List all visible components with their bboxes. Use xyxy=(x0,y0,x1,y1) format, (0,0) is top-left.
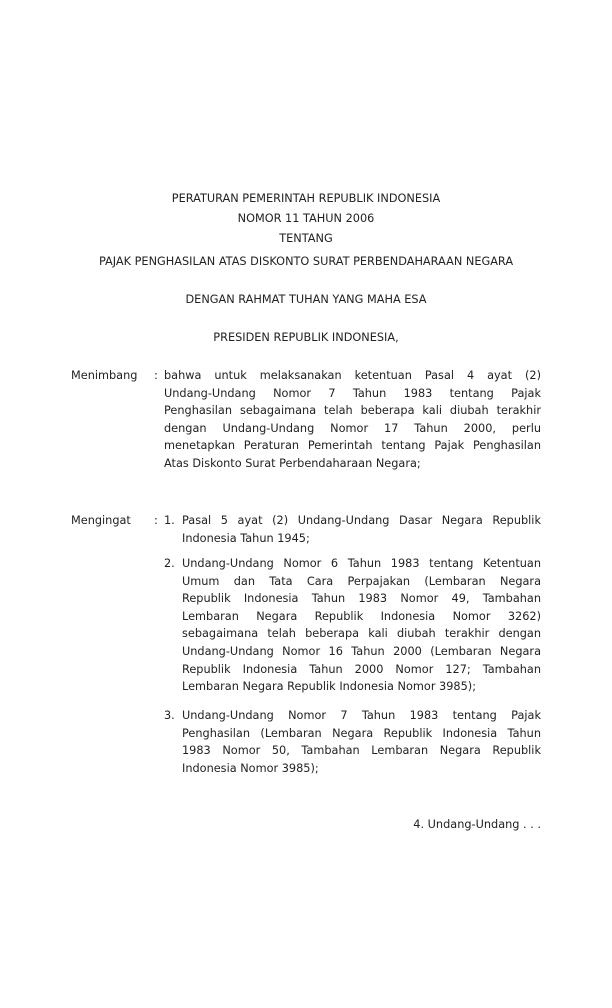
text-line: Lembaran Negara Republik Indonesia Nomor 3985); xyxy=(182,680,477,694)
text-line: Undang-Undang Nomor 16 Tahun 2000 (Lembaran Negara xyxy=(182,644,541,658)
list-item-text xyxy=(182,555,541,696)
text-line: Umum dan Tata Cara Perpajakan (Lembaran Negara xyxy=(182,574,541,588)
text-line: Indonesia Nomor 3985); xyxy=(182,761,319,775)
regulation-about: TENTANG xyxy=(279,232,333,245)
text-line: Republik Indonesia Tahun 1983 Nomor 49, Tambahan xyxy=(182,592,541,606)
text-line: Pasal 5 ayat (2) Undang-Undang Dasar Negara Republik xyxy=(182,514,541,527)
page-continuation: 4. Undang-Undang . . . xyxy=(413,818,541,831)
president-heading: PRESIDEN REPUBLIK INDONESIA, xyxy=(213,331,399,344)
text-line: dengan Undang-Undang Nomor 17 Tahun 2000, perlu xyxy=(164,421,541,435)
text-line: Lembaran Negara Republik Indonesia Nomor 3262) xyxy=(182,609,541,623)
text-line: Penghasilan (Lembaran Negara Republik Indonesia Tahun xyxy=(182,726,541,740)
list-item-text xyxy=(182,512,541,547)
list-item-text xyxy=(182,707,541,777)
regulation-number: NOMOR 11 TAHUN 2006 xyxy=(237,212,375,225)
text-line: Undang-Undang Nomor 7 Tahun 1983 tentang Pajak xyxy=(182,709,541,722)
list-item-number: 3. xyxy=(164,709,175,722)
list-item xyxy=(164,512,541,547)
regulation-title: PERATURAN PEMERINTAH REPUBLIK INDONESIA xyxy=(171,192,441,205)
menimbang-text xyxy=(164,367,541,473)
invocation: DENGAN RAHMAT TUHAN YANG MAHA ESA xyxy=(185,293,427,306)
text-line: Penghasilan sebagaimana telah beberapa kali diubah terakhir xyxy=(164,404,541,418)
mengingat-colon: : xyxy=(154,514,158,527)
mengingat-label: Mengingat xyxy=(71,514,131,527)
list-item-number: 2. xyxy=(164,557,175,570)
text-line: Undang-Undang Nomor 7 Tahun 1983 tentang Pajak xyxy=(164,386,541,400)
text-line: Indonesia Tahun 1945; xyxy=(182,531,310,545)
menimbang-label: Menimbang xyxy=(71,369,138,382)
list-item-number: 1. xyxy=(164,514,175,527)
text-line: sebagaimana telah beberapa kali diubah terakhir dengan xyxy=(182,627,541,641)
text-line: Undang-Undang Nomor 6 Tahun 1983 tentang Ketentuan xyxy=(182,557,541,570)
list-item xyxy=(164,707,541,777)
text-line: Republik Indonesia Tahun 2000 Nomor 127; Tambahan xyxy=(182,662,541,676)
regulation-subject: PAJAK PENGHASILAN ATAS DISKONTO SURAT PERBENDAHARAAN NEGARA xyxy=(98,255,514,268)
text-line: 1983 Nomor 50, Tambahan Lembaran Negara Republik xyxy=(182,744,541,758)
text-line: bahwa untuk melaksanakan ketentuan Pasal 4 ayat (2) xyxy=(164,369,541,382)
text-line: menetapkan Peraturan Pemerintah tentang Pajak Penghasilan xyxy=(164,439,541,453)
menimbang-colon: : xyxy=(154,369,158,382)
text-line: Atas Diskonto Surat Perbendaharaan Negara; xyxy=(164,456,421,470)
list-item xyxy=(164,555,541,696)
